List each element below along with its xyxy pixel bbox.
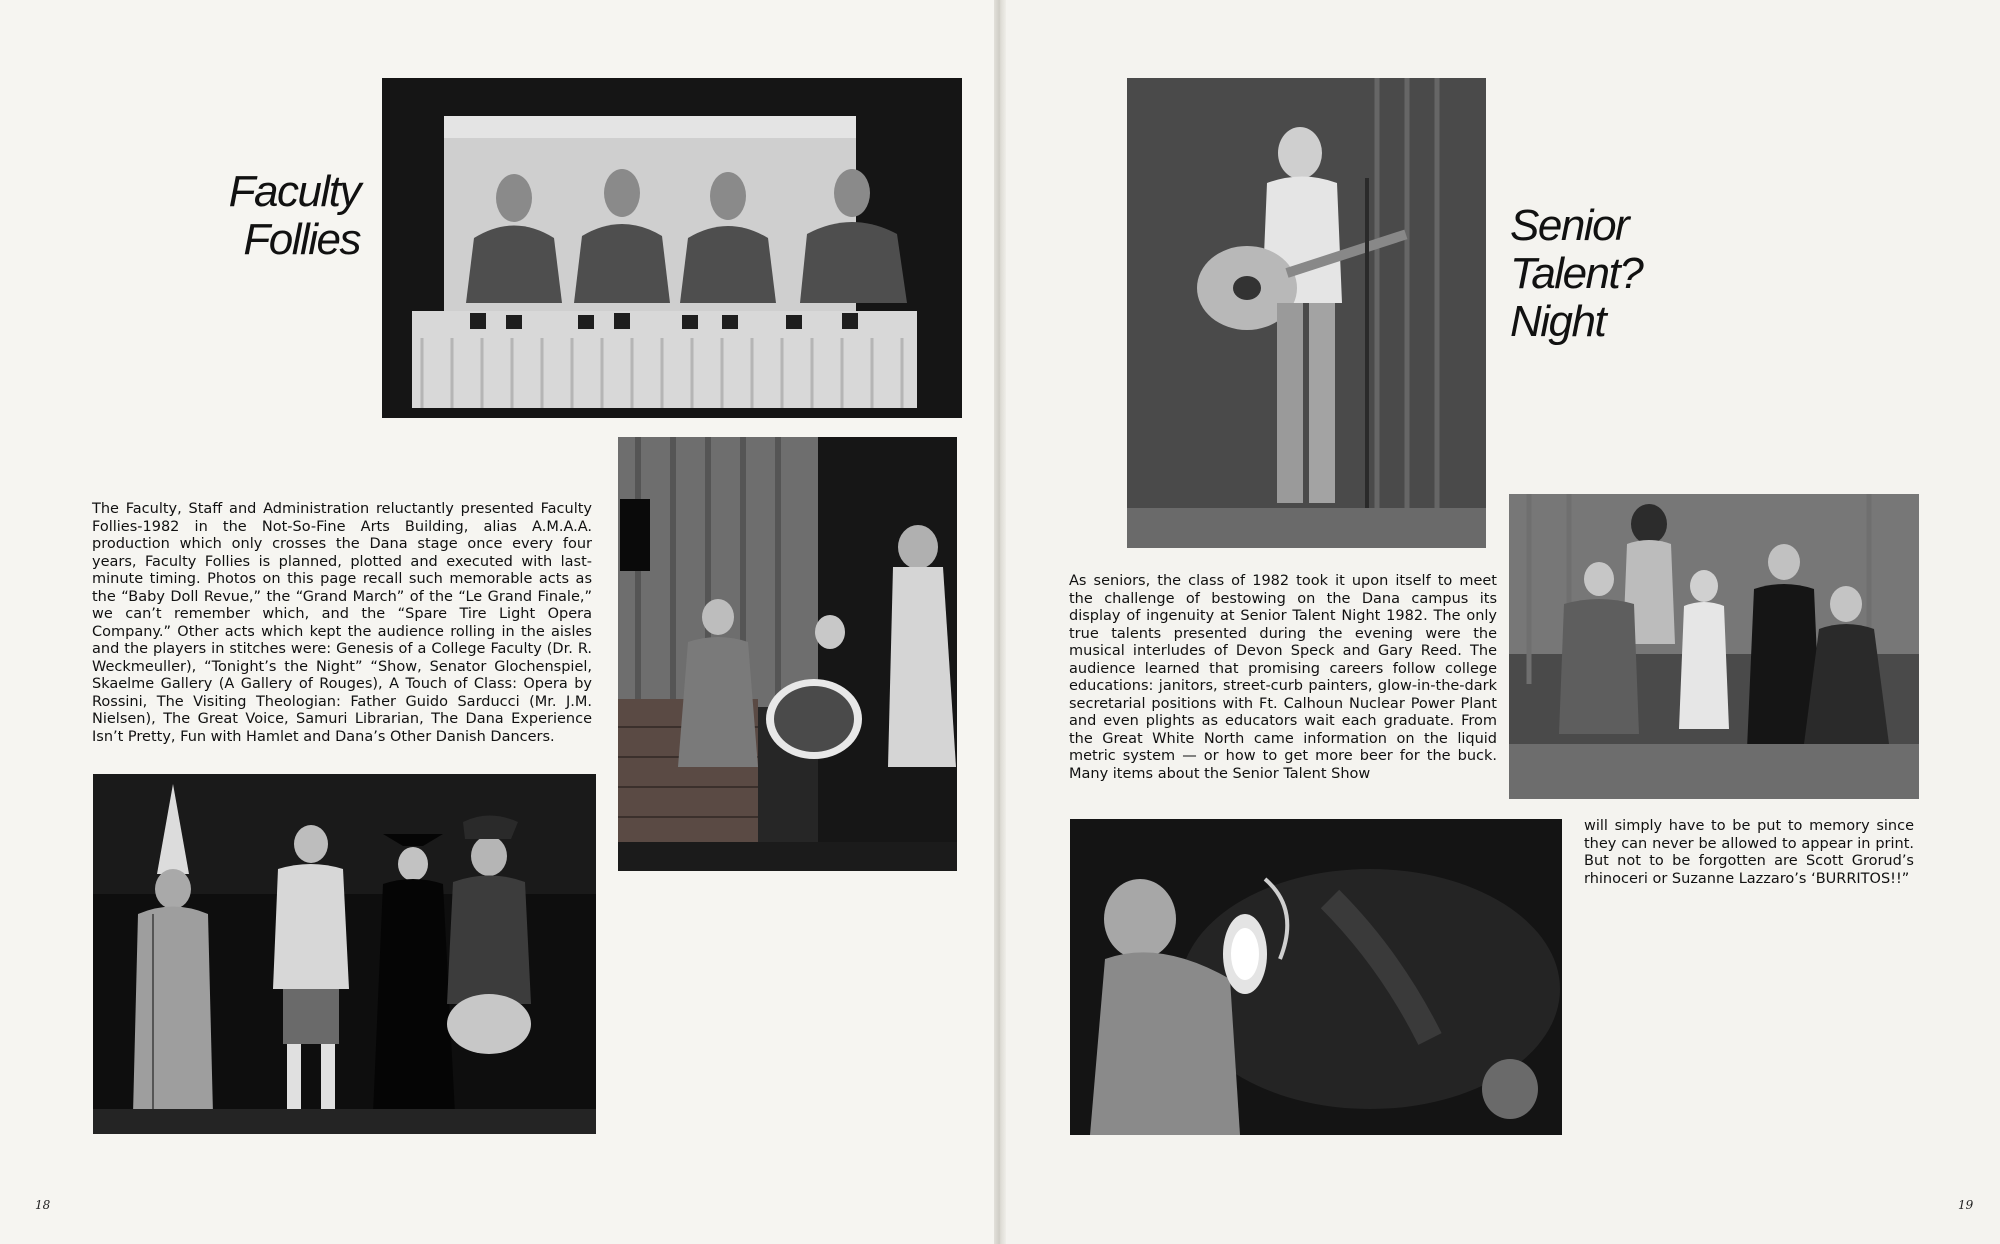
photo-four-performers bbox=[93, 774, 596, 1134]
photo-glowing-performer bbox=[1070, 819, 1562, 1135]
page-number-19: 19 bbox=[1958, 1198, 1974, 1212]
book-gutter bbox=[994, 0, 1006, 1244]
senior-talent-night-title-line-2: Talent? bbox=[1510, 249, 1643, 298]
senior-talent-body-part-1: As seniors, the class of 1982 took it upon itself to meet the challenge of bestowing on the Dana campus its display of ingenuity at Senior Talent Night 1982. The only true talents presented during the evening were the musical interludes of Devon Speck and Gary Reed. The audience learned that promising careers follow college educations: janitors, street-curb painters, glow-in-the-dark secretarial positions with Ft. Calhoun Nuclear Power Plant and even plights as educators wait each graduate. From the Great White North came information on the liquid metric system — or how to get more beer for the buck. Many items about the Senior Talent Show bbox=[1069, 573, 1497, 782]
photo-senior-group-on-stage bbox=[1509, 494, 1919, 799]
senior-talent-night-title bbox=[1510, 202, 1642, 346]
photo-stage-performers bbox=[618, 437, 957, 871]
senior-talent-body-part-2: will simply have to be put to memory since they can never be allowed to appear in print. But not to be forgotten are Scott Grorud’s rhinoceri or Suzanne Lazzaro’s ‘BURRITOS!!” bbox=[1584, 818, 1914, 887]
faculty-follies-title-line-2: Follies bbox=[243, 215, 360, 264]
faculty-follies-body: The Faculty, Staff and Administration reluctantly presented Faculty Follies-1982 in the Not-So-Fine Arts Building, alias A.M.A.A. production which only crosses the Dana stage once every four years, Faculty Follies is planned, plotted and executed with last-minute timing. Photos on this page recall such memorable acts as the “Baby Doll Revue,” the “Grand March” of the “Le Grand Finale,” we can’t remember which, and the “Spare Tire Light Opera Company.” Other acts which kept the audience rolling in the aisles and the players in stitches were: Genesis of a College Faculty (Dr. R. Weckmeuller), “Tonight’s the Night” “Show, Senator Glochenspiel, Skaelme Gallery (A Gallery of Rouges), A Touch of Class: Opera by Rossini, The Visiting Theologian: Father Guido Sarducci (Mr. J.M. Nielsen), The Great Voice, Samuri Librarian, The Dana Experience Isn’t Pretty, Fun with Hamlet and Dana’s Other Danish Dancers. bbox=[92, 501, 592, 745]
photo-baby-doll-revue bbox=[382, 78, 962, 418]
faculty-follies-title-line-1: Faculty bbox=[228, 167, 360, 216]
page-number-18: 18 bbox=[35, 1198, 51, 1212]
faculty-follies-title bbox=[229, 168, 360, 264]
senior-talent-night-title-line-3: Night bbox=[1510, 297, 1606, 346]
senior-talent-night-title-line-1: Senior bbox=[1510, 201, 1629, 250]
photo-guitar-performer bbox=[1127, 78, 1486, 548]
